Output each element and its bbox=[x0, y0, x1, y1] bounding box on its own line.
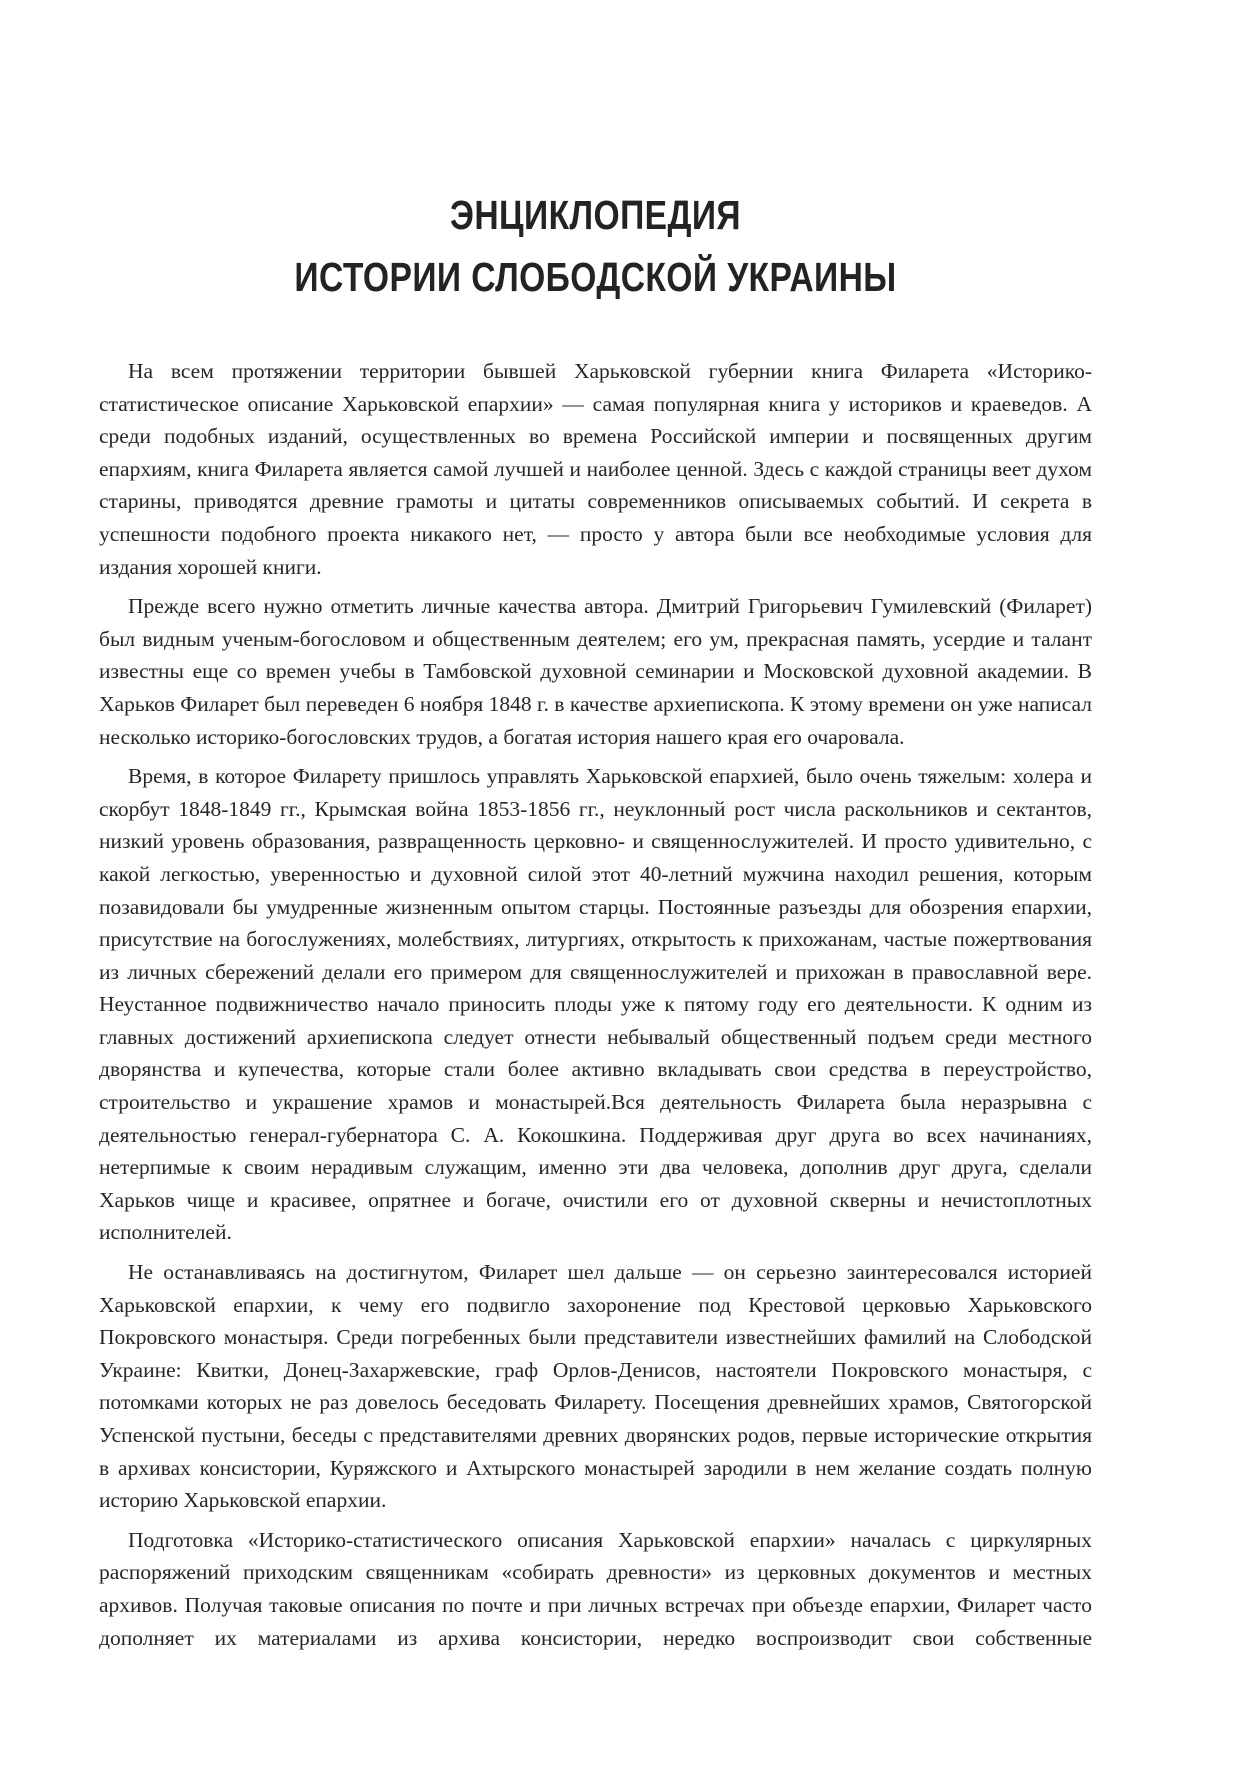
paragraph-1: На всем протяжении территории бывшей Харьковской губернии книга Филарета «Историко-статистическое описание Харьковской епархии» — самая популярная книга у историков и краеведов. А среди подобных изданий, осуществленных во времена Российской империи и посвященных другим епархиям, книга Филарета является самой лучшей и наиболее ценной. Здесь с каждой страницы веет духом старины, приводятся древние грамоты и цитаты современников описываемых событий. И секрета в успешности подобного проекта никакого нет, — просто у автора были все необходимые условия для издания хорошей книги. bbox=[99, 359, 1092, 579]
article-body bbox=[99, 355, 1092, 1654]
document-page bbox=[99, 0, 1092, 1772]
paragraph-5: Подготовка «Историко-статистического описания Харьковской епархии» началась с циркулярных распоряжений приходским священникам «собирать древности» из церковных документов и местных архивов. Получая таковые описания по почте и при личных встречах при объезде епархии, Филарет часто дополняет их материалами из архива консистории, нередко воспроизводит свои собственные bbox=[99, 1527, 1092, 1650]
title-line-2: ИСТОРИИ СЛОБОДСКОЙ УКРАИНЫ bbox=[294, 254, 897, 300]
page-title bbox=[188, 184, 1002, 308]
paragraph-4: Не останавливаясь на достигнутом, Филарет шел дальше — он серьезно заинтересовался историей Харьковской епархии, к чему его подвигло захоронение под Крестовой церковью Харьковского Покровского монастыря. Среди погребенных были представители известнейших фамилий на Слободской Украине: Квитки, Донец-Захаржевские, граф Орлов-Денисов, настоятели Покровского монастыря, с потомками которых не раз довелось беседовать Филарету. Посещения древнейших храмов, Святогорской Успенской пустыни, беседы с представителями древних дворянских родов, первые исторические открытия в архивах консистории, Куряжского и Ахтырского монастырей зародили в нем желание создать полную историю Харьковской епархии. bbox=[99, 1260, 1092, 1513]
title-line-1: ЭНЦИКЛОПЕДИЯ bbox=[450, 192, 741, 238]
paragraph-2: Прежде всего нужно отметить личные качества автора. Дмитрий Григорьевич Гумилевский (Филарет) был видным ученым-богословом и общественным деятелем; его ум, прекрасная память, усердие и талант известны еще со времен учебы в Тамбовской духовной семинарии и Московской духовной академии. В Харьков Филарет был переведен 6 ноября 1848 г. в качестве архиепископа. К этому времени он уже написал несколько историко-богословских трудов, а богатая история нашего края его очаровала. bbox=[99, 594, 1092, 749]
paragraph-3: Время, в которое Филарету пришлось управлять Харьковской епархией, было очень тяжелым: холера и скорбут 1848-1849 гг., Крымская война 1853-1856 гг., неуклонный рост числа раскольников и сектантов, низкий уровень образования, развращенность церковно- и священнослужителей. И просто удивительно, с какой легкостью, уверенностью и духовной силой этот 40-летний мужчина находил решения, которым позавидовали бы умудренные жизненным опытом старцы. Постоянные разъезды для обозрения епархии, присутствие на богослужениях, молебствиях, литургиях, открытость к прихожанам, частые пожертвования из личных сбережений делали его примером для священнослужителей и прихожан в православной вере. Неустанное подвижничество начало приносить плоды уже к пятому году его деятельности. К одним из главных достижений архиепископа следует отнести небывалый общественный подъем среди местного дворянства и купечества, которые стали более активно вкладывать свои средства в переустройство, строительство и украшение храмов и монастырей.Вся деятельность Филарета была неразрывна с деятельностью генерал-губернатора С. А. Кокошкина. Поддерживая друг друга во всех начинаниях, нетерпимые к своим нерадивым служащим, именно эти два человека, дополнив друг друга, сделали Харьков чище и красивее, опрятнее и богаче, очистили его от духовной скверны и нечистоплотных исполнителей. bbox=[99, 764, 1092, 1245]
